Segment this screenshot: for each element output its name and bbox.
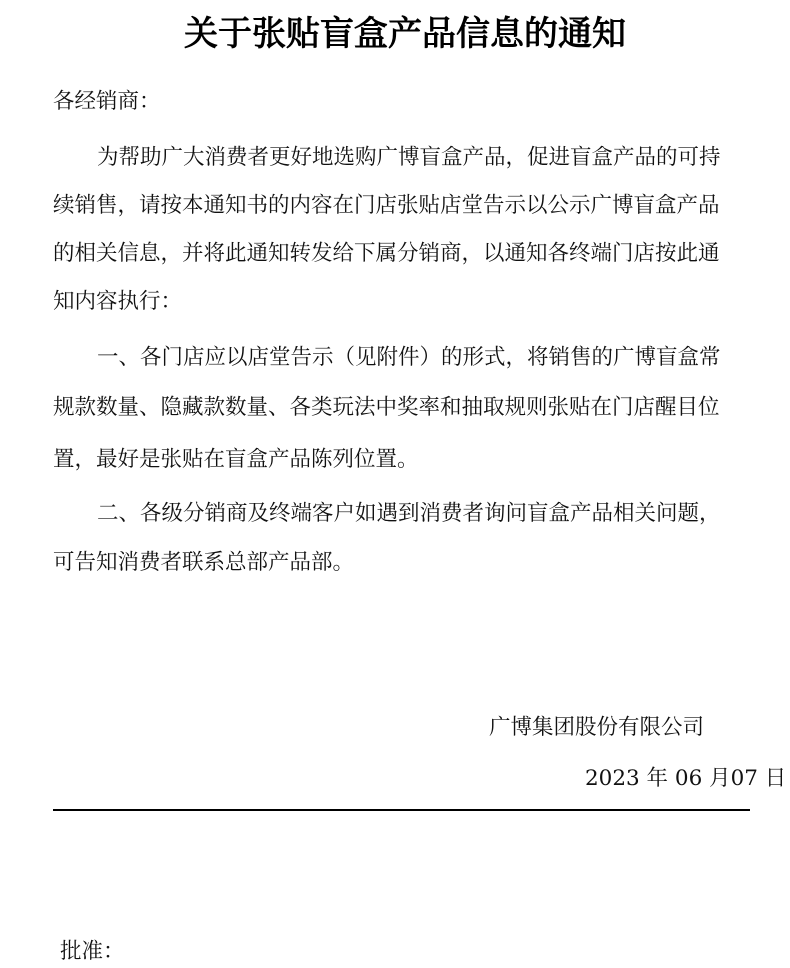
signature-company: 广博集团股份有限公司 (489, 715, 705, 740)
item-1-line: 规款数量、隐藏款数量、各类玩法中奖率和抽取规则张贴在门店醒目位 (53, 395, 720, 420)
item-1-line: 一、各门店应以店堂告示（见附件）的形式，将销售的广博盲盒常 (97, 345, 721, 370)
item-2-line: 二、各级分销商及终端客户如遇到消费者询问盲盒产品相关问题， (97, 501, 721, 526)
intro-line: 续销售，请按本通知书的内容在门店张贴店堂告示以公示广博盲盒产品 (53, 193, 720, 218)
intro-line: 知内容执行： (53, 289, 183, 314)
approval-label: 批准： (60, 939, 125, 964)
intro-line: 为帮助广大消费者更好地选购广博盲盒产品，促进盲盒产品的可持 (97, 145, 721, 170)
item-1-line: 置，最好是张贴在盲盒产品陈列位置。 (53, 447, 419, 472)
document-title: 关于张贴盲盒产品信息的通知 (184, 14, 626, 54)
signature-date: 2023 年 06 月07 日 (585, 766, 787, 791)
item-2-line: 可告知消费者联系总部产品部。 (53, 550, 355, 575)
intro-line: 的相关信息，并将此通知转发给下属分销商，以通知各终端门店按此通 (53, 241, 720, 266)
salutation: 各经销商： (53, 89, 161, 114)
divider-line (53, 809, 750, 811)
